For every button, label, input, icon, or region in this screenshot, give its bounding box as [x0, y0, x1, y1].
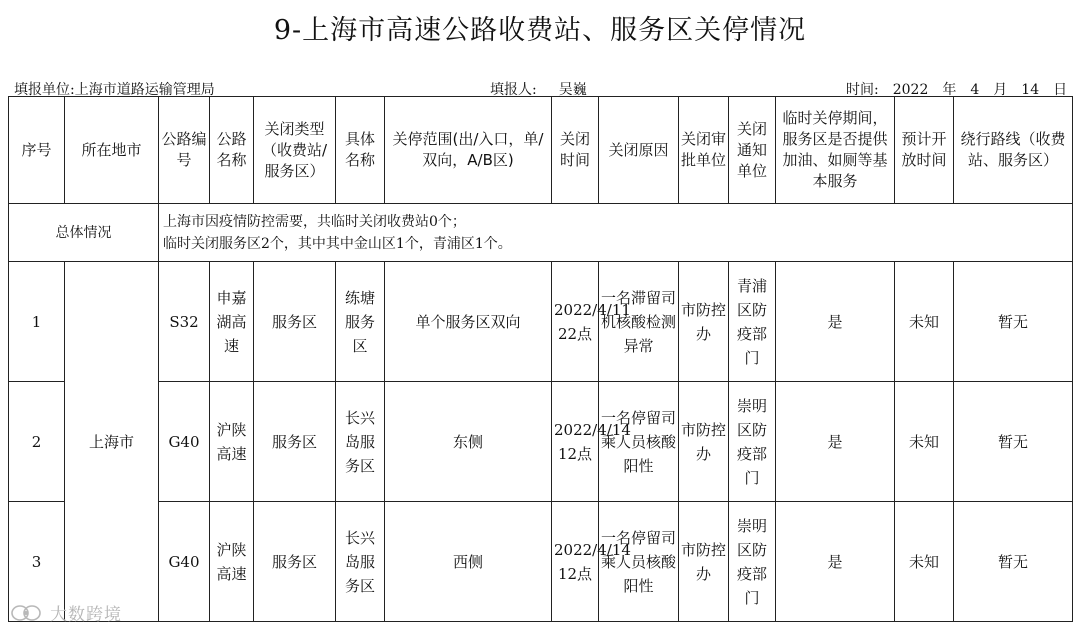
- close-time: 2022/4/14 12点: [552, 502, 599, 622]
- header-cell: 关闭通知单位: [729, 97, 776, 204]
- watermark-logo-icon: [10, 604, 46, 627]
- header-cell: 关闭原因: [599, 97, 679, 204]
- watermark-text: 大数跨境: [50, 605, 122, 625]
- closure-scope: 西侧: [385, 502, 552, 622]
- report-date-month: 4: [970, 82, 980, 98]
- report-date-month-unit: 月: [993, 82, 1008, 98]
- table-row: [9, 502, 1073, 622]
- close-time: 2022/4/11 22点: [552, 262, 599, 382]
- row-no: 2: [9, 382, 65, 502]
- road-name: 沪陕高速: [210, 382, 254, 502]
- notify-unit: 崇明区防疫部门: [729, 502, 776, 622]
- reporter-value: 吴巍: [558, 82, 587, 98]
- header-cell: 临时关停期间，服务区是否提供加油、如厕等基本服务: [776, 97, 895, 204]
- header-cell: 关停范围(出/入口，单/双向，A/B区): [385, 97, 552, 204]
- header-cell: 序号: [9, 97, 65, 204]
- document-title: 9-上海市高速公路收费站、服务区关停情况: [273, 15, 807, 46]
- close-type: 服务区: [254, 262, 336, 382]
- table-row: [9, 382, 1073, 502]
- road-name: 申嘉湖高速: [210, 262, 254, 382]
- close-reason: 一名停留司乘人员核酸阳性: [599, 502, 679, 622]
- road-no: G40: [159, 502, 210, 622]
- report-date-label: 时间:: [846, 82, 879, 98]
- header-cell: 公路名称: [210, 97, 254, 204]
- header-cell: 关闭时间: [552, 97, 599, 204]
- close-reason: 一名停留司乘人员核酸阳性: [599, 382, 679, 502]
- report-date-day: 14: [1021, 82, 1040, 98]
- row-no: 3: [9, 502, 65, 622]
- report-date-year: 2022: [892, 82, 929, 98]
- detour-route: 暂无: [954, 502, 1073, 622]
- detour-route: 暂无: [954, 262, 1073, 382]
- facility-name: 练塘服务区: [336, 262, 385, 382]
- approval-unit: 市防控办: [679, 502, 729, 622]
- close-type: 服务区: [254, 502, 336, 622]
- summary-text: [159, 204, 1073, 262]
- report-date-year-unit: 年: [942, 82, 957, 98]
- summary-label: 总体情况: [9, 204, 159, 262]
- city-cell: 上海市: [65, 262, 159, 622]
- header-cell: 关闭审批单位: [679, 97, 729, 204]
- watermark: [10, 600, 122, 627]
- summary-line-1: 上海市因疫情防控需要，共临时关闭收费站0个；: [163, 213, 466, 230]
- basic-service: 是: [776, 262, 895, 382]
- approval-unit: 市防控办: [679, 262, 729, 382]
- notify-unit: 青浦区防疫部门: [729, 262, 776, 382]
- reporting-unit-label: 填报单位:: [14, 82, 75, 98]
- detour-route: 暂无: [954, 382, 1073, 502]
- table-header-row: [9, 97, 1073, 204]
- reopen-time: 未知: [895, 502, 954, 622]
- header-cell: 公路编号: [159, 97, 210, 204]
- summary-row: [9, 204, 1073, 262]
- facility-name: 长兴岛服务区: [336, 502, 385, 622]
- header-cell: 绕行路线（收费站、服务区）: [954, 97, 1073, 204]
- summary-line-2: 临时关闭服务区2个，其中其中金山区1个，青浦区1个。: [163, 235, 512, 252]
- reporter-label: 填报人:: [490, 82, 537, 98]
- road-no: G40: [159, 382, 210, 502]
- report-date-day-unit: 日: [1053, 82, 1068, 98]
- basic-service: 是: [776, 502, 895, 622]
- header-cell: 具体名称: [336, 97, 385, 204]
- header-cell: 关闭类型（收费站/服务区）: [254, 97, 336, 204]
- approval-unit: 市防控办: [679, 382, 729, 502]
- table-row: [9, 262, 1073, 382]
- header-cell: 预计开放时间: [895, 97, 954, 204]
- closure-scope: 东侧: [385, 382, 552, 502]
- basic-service: 是: [776, 382, 895, 502]
- reopen-time: 未知: [895, 262, 954, 382]
- closure-table: [8, 96, 1073, 622]
- header-cell: 所在地市: [65, 97, 159, 204]
- row-no: 1: [9, 262, 65, 382]
- road-name: 沪陕高速: [210, 502, 254, 622]
- close-type: 服务区: [254, 382, 336, 502]
- road-no: S32: [159, 262, 210, 382]
- reporting-unit-value: 上海市道路运输管理局: [74, 82, 215, 98]
- close-time: 2022/4/14 12点: [552, 382, 599, 502]
- notify-unit: 崇明区防疫部门: [729, 382, 776, 502]
- close-reason: 一名滞留司机核酸检测异常: [599, 262, 679, 382]
- reopen-time: 未知: [895, 382, 954, 502]
- facility-name: 长兴岛服务区: [336, 382, 385, 502]
- closure-scope: 单个服务区双向: [385, 262, 552, 382]
